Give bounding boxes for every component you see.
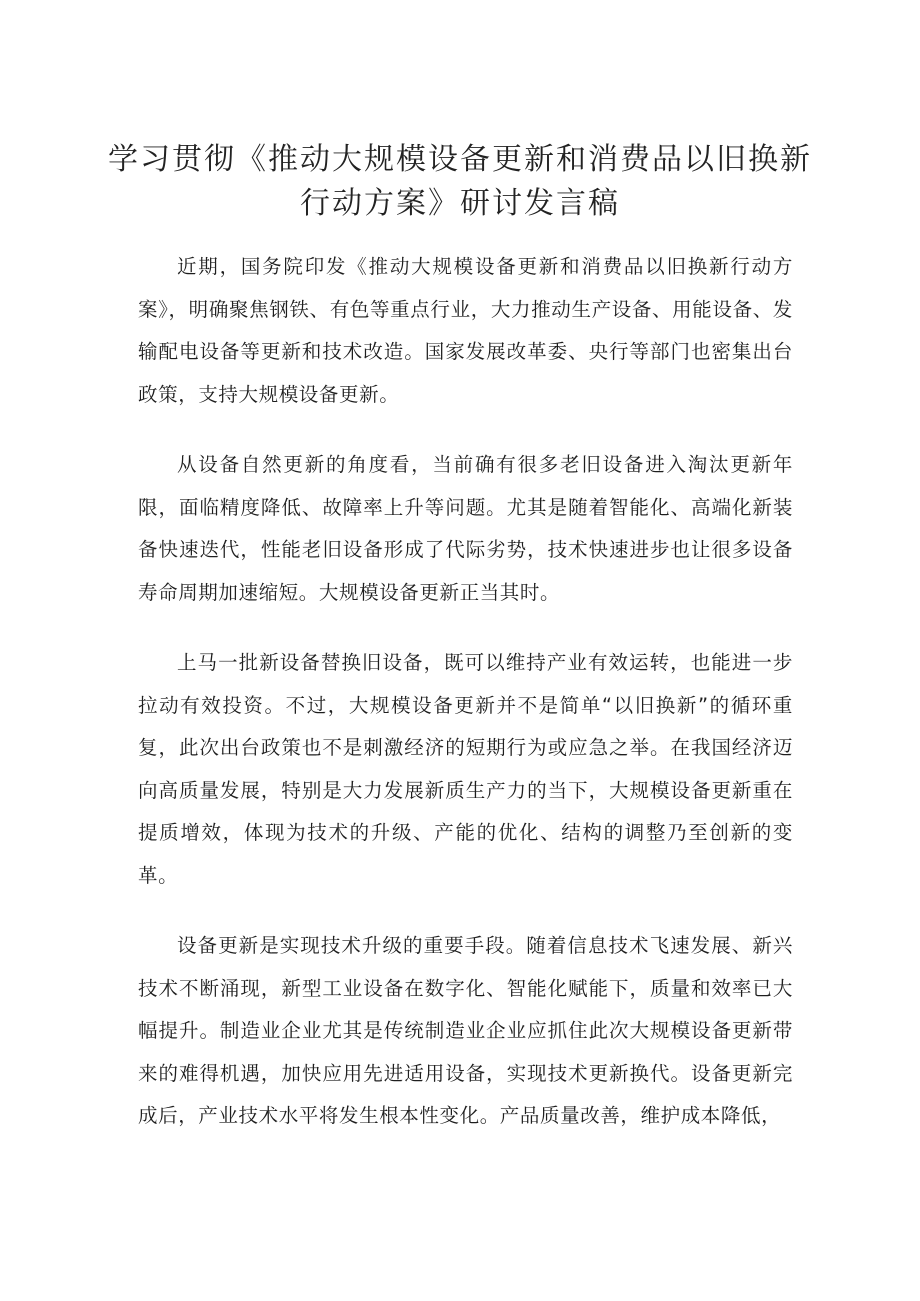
- document-title-line-1: 学习贯彻《推动大规模设备更新和消费品以旧换新: [108, 142, 812, 177]
- paragraph-3: 上马一批新设备替换旧设备，既可以维持产业有效运转，也能进一步拉动有效投资。不过，大规模设备更新并不是简单“以旧换新”的循环重复，此次出台政策也不是刺激经济的短期行为或应急之举。在我国经济迈向高质量发展，特别是大力发展新质生产力的当下，大规模设备更新重在提质增效，体现为技术的升级、产能的优化、结构的调整乃至创新的变革。: [138, 651, 793, 887]
- document-body: [138, 246, 793, 1166]
- document-title-line-2: 行动方案》研讨发言稿: [300, 186, 620, 221]
- paragraph-4: 设备更新是实现技术升级的重要手段。随着信息技术飞速发展、新兴技术不断涌现，新型工业设备在数字化、智能化赋能下，质量和效率已大幅提升。制造业企业尤其是传统制造业企业应抓住此次大规模设备更新带来的难得机遇，加快应用先进适用设备，实现技术更新换代。设备更新完成后，产业技术水平将发生根本性变化。产品质量改善，维护成本降低，: [138, 934, 793, 1127]
- paragraph-1: 近期，国务院印发《推动大规模设备更新和消费品以旧换新行动方案》，明确聚焦钢铁、有色等重点行业，大力推动生产设备、用能设备、发输配电设备等更新和技术改造。国家发展改革委、央行等部门也密集出台政策，支持大规模设备更新。: [138, 255, 793, 406]
- paragraph-2: 从设备自然更新的角度看，当前确有很多老旧设备进入淘汰更新年限，面临精度降低、故障率上升等问题。尤其是随着智能化、高端化新装备快速迭代，性能老旧设备形成了代际劣势，技术快速进步也让很多设备寿命周期加速缩短。大规模设备更新正当其时。: [138, 453, 793, 604]
